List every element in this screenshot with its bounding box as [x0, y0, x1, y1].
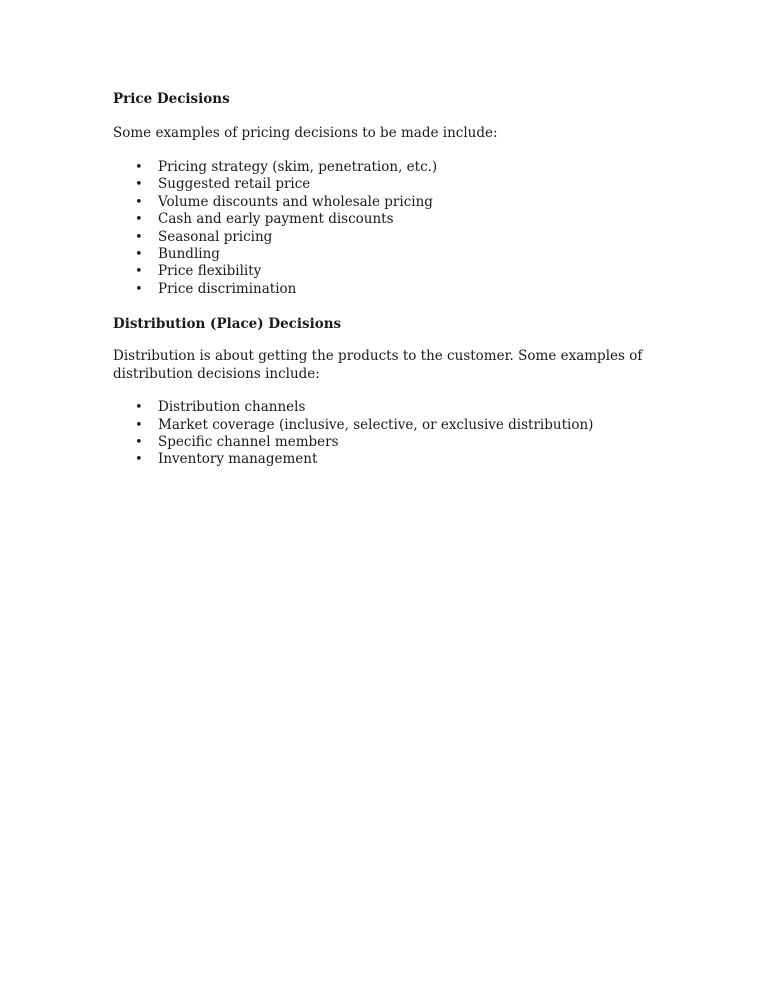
list-item: • Suggested retail price — [135, 176, 311, 193]
list-item: • Bundling — [135, 246, 220, 263]
section-intro-distribution: Distribution is about getting the products to the customer. Some examples of distribution decisions include: — [113, 348, 643, 383]
bullet-icon: • — [135, 212, 143, 228]
list-item: • Pricing strategy (skim, penetration, etc.) — [135, 159, 438, 175]
list-item: • Price flexibility — [135, 263, 262, 280]
list-item: • Distribution channels — [135, 399, 306, 416]
bullet-icon: • — [135, 452, 143, 468]
list-item: • Cash and early payment discounts — [135, 211, 394, 228]
list-item: • Price discrimination — [135, 280, 297, 297]
distribution-decisions-list — [113, 399, 673, 469]
bullet-icon: • — [135, 281, 143, 297]
document-page — [113, 88, 673, 469]
price-decisions-list — [113, 159, 673, 298]
bullet-icon: • — [135, 435, 143, 451]
section-heading-price: Price Decisions — [113, 91, 230, 107]
section-heading-distribution: Distribution (Place) Decisions — [113, 316, 342, 333]
bullet-icon: • — [135, 264, 143, 280]
bullet-icon: • — [135, 194, 143, 210]
list-item: • Seasonal pricing — [135, 228, 273, 245]
bullet-icon: • — [135, 229, 143, 245]
section-intro-price: Some examples of pricing decisions to be made include: — [113, 125, 498, 141]
bullet-icon: • — [135, 417, 143, 433]
bullet-icon: • — [135, 400, 143, 416]
list-item: • Specific channel members — [135, 434, 339, 451]
bullet-icon: • — [135, 160, 143, 175]
bullet-icon: • — [135, 177, 143, 193]
bullet-icon: • — [135, 247, 143, 263]
list-item: • Inventory management — [135, 451, 318, 468]
list-item: • Market coverage (inclusive, selective, or exclusive distribution) — [135, 416, 594, 433]
list-item: • Volume discounts and wholesale pricing — [135, 193, 433, 210]
